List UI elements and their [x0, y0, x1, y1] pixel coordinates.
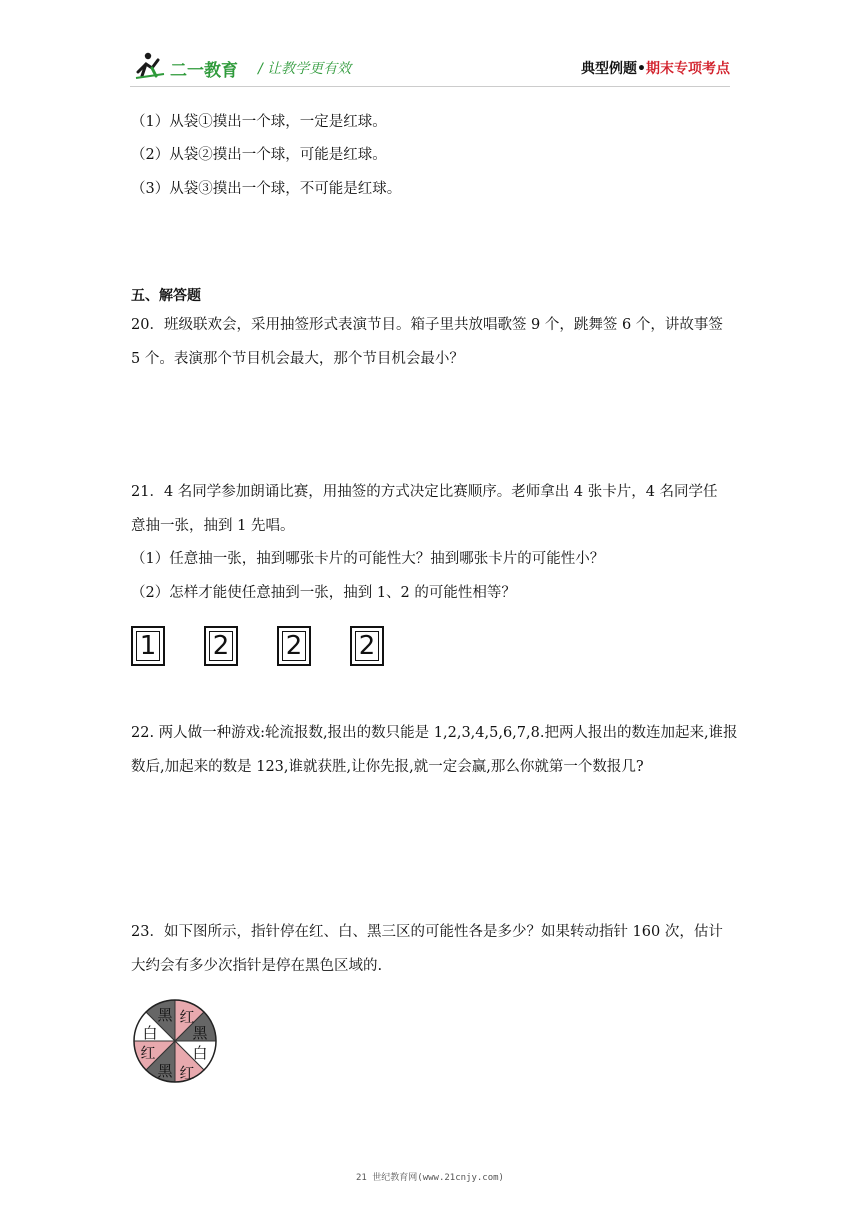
q21-line-2: 意抽一张，抽到 1 先唱。: [131, 518, 295, 534]
q19-item-3: （3）从袋③摸出一个球，不可能是红球。: [131, 181, 402, 197]
q20-line-1: 20．班级联欢会，采用抽签形式表演节目。箱子里共放唱歌签 9 个，跳舞签 6 个，讲故事签: [131, 317, 723, 333]
sector-label: 黑: [157, 1062, 173, 1080]
spinner-wheel: [132, 998, 218, 1084]
sector-label: 白: [192, 1044, 208, 1062]
q21-sub-2: （2）怎样才能使任意抽到一张，抽到 1、2 的可能性相等？: [131, 585, 516, 601]
section-title: 五、解答题: [131, 288, 201, 304]
sector-label: 红: [140, 1044, 156, 1062]
card-label: 2: [358, 631, 376, 661]
q21-line-1: 21．4 名同学参加朗诵比赛，用抽签的方式决定比赛顺序。老师拿出 4 张卡片，4 名同学任: [131, 484, 718, 500]
sector-label: 黑: [157, 1006, 173, 1024]
card-3: [277, 626, 311, 666]
runner-logo-icon: [136, 53, 164, 78]
header-tag: [581, 58, 730, 78]
card-label: 2: [285, 631, 303, 661]
sector-label: 红: [179, 1008, 195, 1026]
page-footer: 21 世纪教育网(www.21cnjy.com): [356, 1173, 504, 1183]
logo-text: 二一教育: [170, 61, 238, 81]
sector-label: 红: [179, 1064, 195, 1082]
q23-line-1: 23．如下图所示，指针停在红、白、黑三区的可能性各是多少？如果转动指针 160 次，估计: [131, 924, 723, 940]
sector-label: 黑: [192, 1024, 208, 1042]
q20-line-2: 5 个。表演那个节目机会最大，那个节目机会最小？: [131, 351, 464, 367]
q22-line-2: 数后,加起来的数是 123,谁就获胜,让你先报,就一定会赢,那么你就第一个数报几?: [131, 759, 644, 775]
q19-item-2: （2）从袋②摸出一个球，可能是红球。: [131, 147, 387, 163]
spinner-figure: [132, 998, 218, 1084]
slogan: / 让教学更有效: [258, 61, 352, 77]
header-tag-black: 典型例题•: [581, 61, 646, 77]
card-1: [131, 626, 165, 666]
sector-label: 白: [142, 1024, 158, 1042]
brand-logo: [134, 50, 244, 82]
q22-line-1: 22. 两人做一种游戏:轮流报数,报出的数只能是 1,2,3,4,5,6,7,8.把两人报出的数连加起来,谁报: [131, 725, 738, 741]
card-4: [350, 626, 384, 666]
card-label: 2: [212, 631, 230, 661]
card-label: 1: [139, 631, 157, 661]
card-2: [204, 626, 238, 666]
q23-line-2: 大约会有多少次指针是停在黑色区域的.: [131, 958, 383, 974]
header-tag-red: 期末专项考点: [646, 61, 730, 77]
q19-item-1: （1）从袋①摸出一个球，一定是红球。: [131, 114, 387, 130]
q21-sub-1: （1）任意抽一张，抽到哪张卡片的可能性大？抽到哪张卡片的可能性小？: [131, 551, 605, 567]
header-divider: [130, 86, 730, 87]
